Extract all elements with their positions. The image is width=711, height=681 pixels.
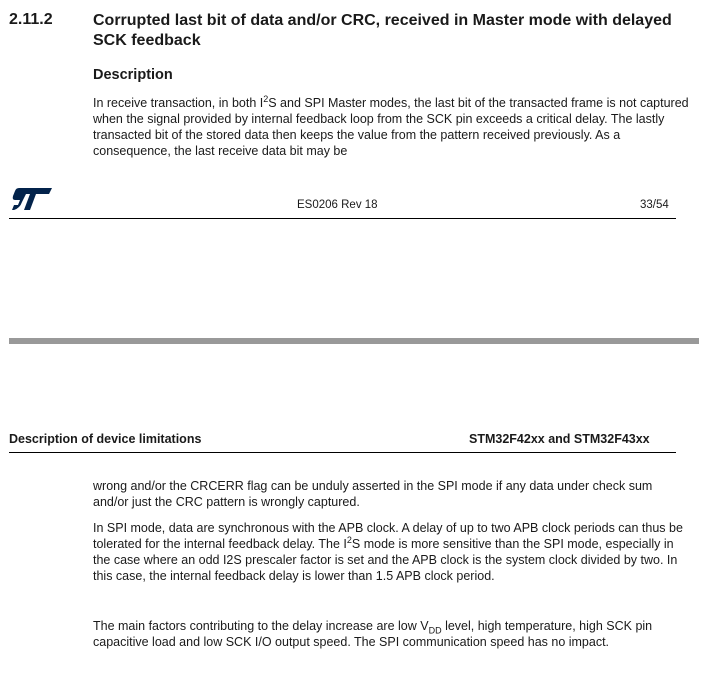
footer-document-id: ES0206 Rev 18 <box>297 199 378 211</box>
footer-divider <box>9 218 676 219</box>
st-logo-icon <box>12 188 52 210</box>
continuation-paragraph-3: The main factors contributing to the delay increase are low $V_{DD}$ level, high temperature, high SCK pin capacitive load and low SCK I/O output speed. The SPI communication speed has no impact. <box>93 619 653 649</box>
continuation-paragraph-1: wrong and/or the CRCERR flag can be unduly asserted in the SPI mode if any data under check sum and/or just the CRC pattern is wrongly captured. <box>93 479 653 509</box>
footer-page-number: 33/54 <box>640 199 669 211</box>
page-break-bar <box>9 338 699 344</box>
continuation-paragraph-2: In SPI mode, data are synchronous with the APB clock. A delay of up to two APB clock periods can thus be tolerated for the internal feedback delay. The $I^2S$ mode is more sensitive than the SPI mode, especially in the case where an odd I2S prescaler factor is set and the APB clock is the system clock divided by two. In this case, the internal feedback delay is lower than 1.5 APB clock period. <box>93 521 683 583</box>
description-heading: Description <box>93 67 173 83</box>
header-left-title: Description of device limitations <box>9 432 202 446</box>
section-title: Corrupted last bit of data and/or CRC, received in Master mode with delayed SCK feedback <box>93 12 672 49</box>
section-number: 2.11.2 <box>9 11 53 28</box>
header-divider <box>9 452 676 453</box>
header-right-title: STM32F42xx and STM32F43xx <box>469 432 650 446</box>
description-paragraph-1: In receive transaction, in both $I^2S$ and SPI Master modes, the last bit of the transacted frame is not captured when the signal provided by internal feedback loop from the SCK pin exceeds a critical delay. The lastly transacted bit of the stored data then keeps the value from the pattern received previously. As a consequence, the last receive data bit may be <box>93 93 689 158</box>
